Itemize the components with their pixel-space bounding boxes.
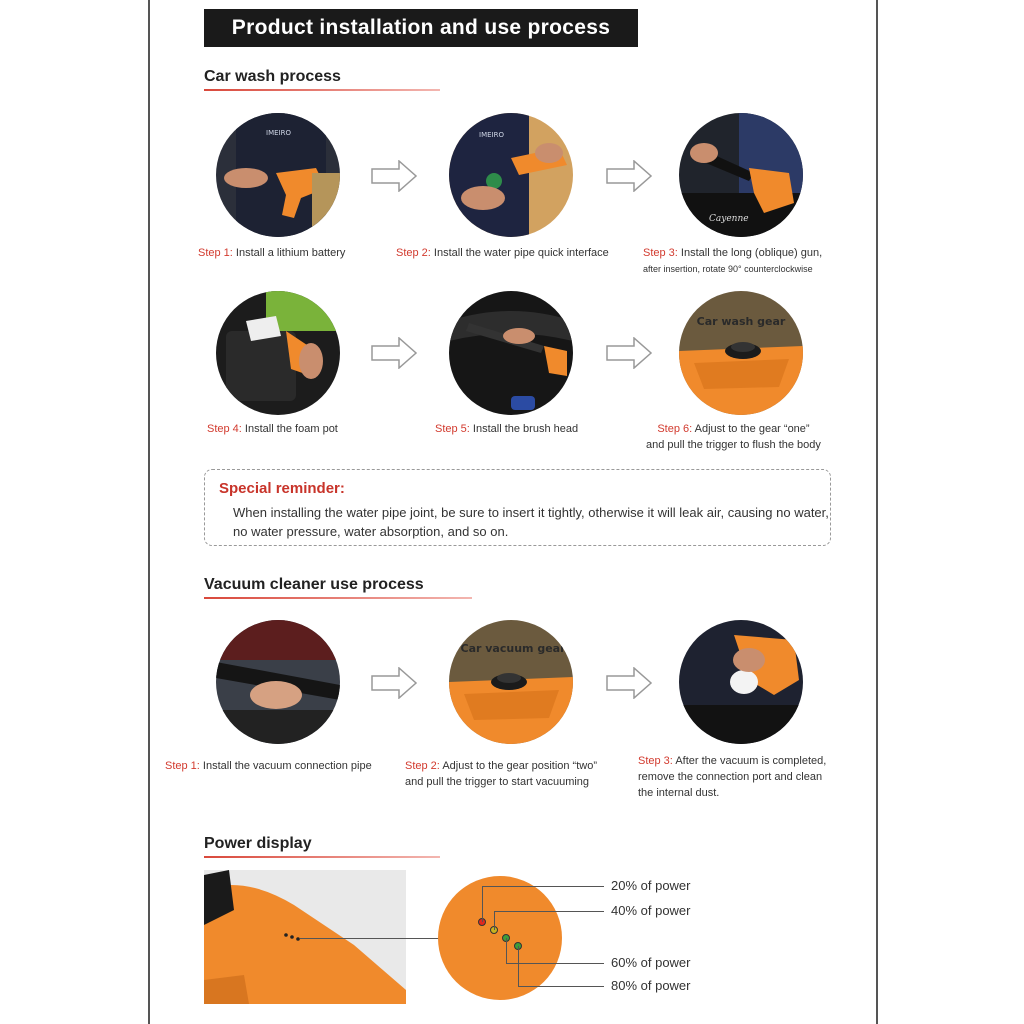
- car-wash-step-1-caption: Step 1: Install a lithium battery: [198, 247, 346, 259]
- vacuum-step-2-photo: [449, 620, 573, 744]
- page-border-left: [148, 0, 150, 1024]
- power-level-60: 60% of power: [611, 955, 691, 970]
- power-leader-line: [300, 938, 440, 939]
- arrow-right-icon: [606, 667, 652, 699]
- arrow-right-icon: [371, 337, 417, 369]
- car-wash-step-6-caption: Step 6: Adjust to the gear “one” and pull the trigger to flush the body: [646, 423, 821, 451]
- leader-80: [518, 986, 604, 987]
- arrow-right-icon: [606, 337, 652, 369]
- car-wash-step-5-photo: [449, 291, 573, 415]
- car-wash-step-5-caption: Step 5: Install the brush head: [435, 423, 579, 435]
- vacuum-underline: [204, 597, 472, 599]
- vacuum-heading: Vacuum cleaner use process: [204, 576, 424, 593]
- car-wash-step-4-caption: Step 4: Install the foam pot: [207, 423, 338, 435]
- power-underline: [204, 856, 440, 858]
- vacuum-step-1-photo: [216, 620, 340, 744]
- svg-text:Cayenne: Cayenne: [709, 214, 749, 224]
- leader-20: [482, 886, 604, 887]
- car-wash-step-2-photo: [449, 113, 573, 237]
- vacuum-step-3-photo: [679, 620, 803, 744]
- arrow-right-icon: [371, 667, 417, 699]
- power-level-80: 80% of power: [611, 978, 691, 993]
- car-wash-step-6-photo: [679, 291, 803, 415]
- vacuum-step-3-caption: Step 3: After the vacuum is completed, remove the connection port and clean the internal dust.: [638, 755, 827, 799]
- leader-80: [518, 946, 519, 987]
- svg-text:IMEIRO: IMEIRO: [266, 129, 291, 137]
- svg-text:Car wash gear: Car wash gear: [696, 315, 786, 328]
- page-border-right: [876, 0, 878, 1024]
- power-level-40: 40% of power: [611, 903, 691, 918]
- reminder-text: When installing the water pipe joint, be sure to insert it tightly, otherwise it will leak air, causing no water, no water pressure, water absorption, and so on.: [233, 505, 829, 539]
- power-level-20: 20% of power: [611, 878, 691, 893]
- car-wash-step-2-caption: Step 2: Install the water pipe quick interface: [396, 247, 609, 259]
- leader-60: [506, 963, 604, 964]
- car-wash-step-3-caption: Step 3: Install the long (oblique) gun, after insertion, rotate 90° counterclockwise: [643, 247, 823, 274]
- arrow-right-icon: [606, 160, 652, 192]
- power-heading: Power display: [204, 835, 312, 852]
- svg-text:Car vacuum gear: Car vacuum gear: [460, 642, 566, 655]
- arrow-right-icon: [371, 160, 417, 192]
- leader-40: [494, 911, 495, 930]
- leader-20: [482, 886, 483, 922]
- reminder-title: Special reminder:: [219, 480, 345, 497]
- car-wash-step-1-photo: [216, 113, 340, 237]
- car-wash-step-3-photo: [679, 113, 803, 237]
- svg-text:IMEIRO: IMEIRO: [479, 131, 504, 139]
- special-reminder-box: [204, 469, 831, 546]
- power-device-photo: [204, 870, 406, 1004]
- power-indicator-closeup: [438, 876, 562, 1000]
- vacuum-step-2-caption: Step 2: Adjust to the gear position “two” and pull the trigger to start vacuuming: [405, 760, 598, 788]
- vacuum-step-1-caption: Step 1: Install the vacuum connection pipe: [165, 760, 372, 772]
- page-title: Product installation and use process: [204, 9, 638, 47]
- leader-60: [506, 938, 507, 964]
- leader-40: [494, 911, 604, 912]
- car-wash-step-4-photo: [216, 291, 340, 415]
- car-wash-heading: Car wash process: [204, 68, 341, 85]
- car-wash-underline: [204, 89, 440, 91]
